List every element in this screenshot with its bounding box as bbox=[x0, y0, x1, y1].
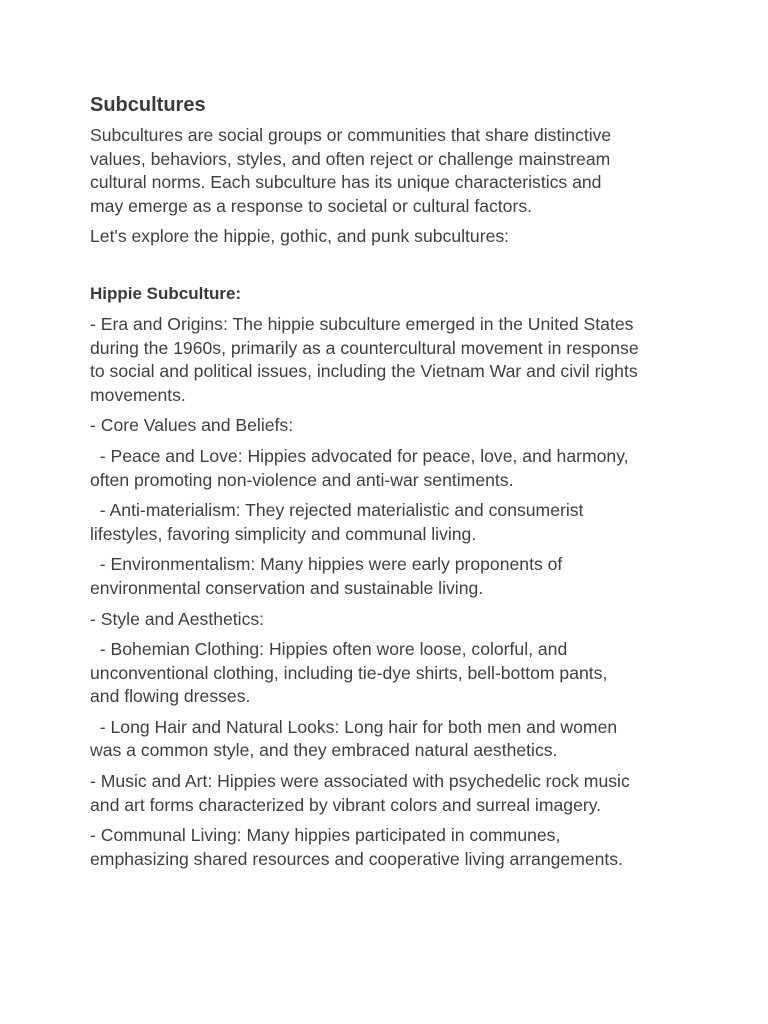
text-line: lifestyles, favoring simplicity and communal living. bbox=[90, 523, 477, 544]
text-line: values, behaviors, styles, and often reject or challenge mainstream bbox=[90, 148, 611, 169]
list-item bbox=[90, 313, 690, 407]
text-line: - Environmentalism: Many hippies were early proponents of bbox=[90, 554, 563, 575]
text-line: during the 1960s, primarily as a countercultural movement in response bbox=[90, 337, 639, 358]
intro-paragraph bbox=[90, 124, 690, 218]
text-line: - Communal Living: Many hippies participated in communes, bbox=[90, 825, 561, 846]
document-page bbox=[90, 90, 690, 878]
list-item bbox=[90, 499, 690, 546]
intro-lead-paragraph bbox=[90, 225, 690, 249]
list-item bbox=[90, 553, 690, 600]
text-line: and art forms characterized by vibrant colors and surreal imagery. bbox=[90, 794, 602, 815]
text-line: - Bohemian Clothing: Hippies often wore loose, colorful, and bbox=[90, 639, 568, 660]
text-line: emphasizing shared resources and cooperative living arrangements. bbox=[90, 848, 623, 869]
text-line: may emerge as a response to societal or cultural factors. bbox=[90, 195, 532, 216]
list-item bbox=[90, 608, 690, 632]
text-line: Subcultures are social groups or communities that share distinctive bbox=[90, 125, 612, 145]
text-line: Let's explore the hippie, gothic, and punk subcultures: bbox=[90, 226, 510, 247]
text-line: was a common style, and they embraced natural aesthetics. bbox=[90, 740, 558, 761]
list-item bbox=[90, 770, 690, 817]
section-heading: Hippie Subculture: bbox=[90, 283, 242, 303]
text-line: movements. bbox=[90, 384, 186, 405]
text-line: - Music and Art: Hippies were associated with psychedelic rock music bbox=[90, 771, 630, 792]
list-item bbox=[90, 414, 690, 438]
text-line: - Core Values and Beliefs: bbox=[90, 415, 294, 436]
list-item bbox=[90, 824, 690, 871]
list-item bbox=[90, 445, 690, 492]
text-line: environmental conservation and sustainable living. bbox=[90, 577, 484, 598]
text-line: unconventional clothing, including tie-dye shirts, bell-bottom pants, bbox=[90, 662, 608, 683]
text-line: - Anti-materialism: They rejected materialistic and consumerist bbox=[90, 500, 584, 521]
text-line: - Long Hair and Natural Looks: Long hair for both men and women bbox=[90, 716, 618, 737]
text-line: - Era and Origins: The hippie subculture emerged in the United States bbox=[90, 313, 634, 334]
text-line: - Style and Aesthetics: bbox=[90, 608, 265, 629]
text-line: and flowing dresses. bbox=[90, 686, 251, 707]
list-item bbox=[90, 638, 690, 709]
text-line: - Peace and Love: Hippies advocated for peace, love, and harmony, bbox=[90, 445, 629, 466]
text-line: to social and political issues, including the Vietnam War and civil rights bbox=[90, 361, 638, 382]
list-item bbox=[90, 716, 690, 763]
document-title: Subcultures bbox=[90, 94, 206, 116]
text-line: cultural norms. Each subculture has its unique characteristics and bbox=[90, 172, 602, 193]
text-line: often promoting non-violence and anti-war sentiments. bbox=[90, 469, 514, 490]
